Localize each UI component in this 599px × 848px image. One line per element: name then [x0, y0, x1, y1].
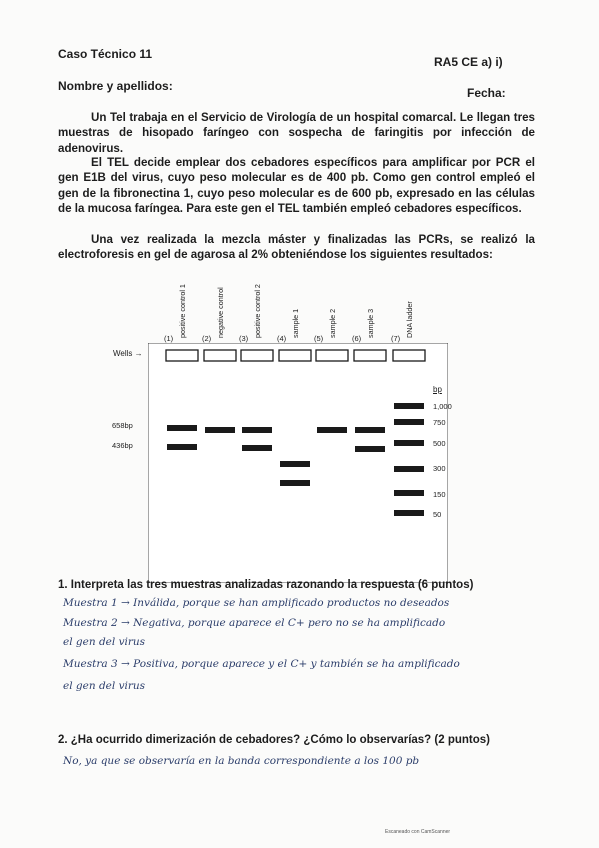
bp-unit-label: bp [433, 385, 442, 394]
answer-1-line-1: Muestra 1 → Inválida, porque se han amplificado productos no deseados [63, 597, 450, 609]
lane-name-3: positive control 2 [253, 284, 262, 338]
gel-well-1 [166, 350, 198, 361]
ladder-label-3: 500 [433, 439, 446, 448]
intro-paragraph: Un Tel trabaja en el Servicio de Virología de un hospital comarcal. Le llegan tres muestras de hisopado faríngeo con sospecha de faringitis por infección de adenovirus. [58, 111, 535, 155]
marker-658bp: 658bp [112, 421, 133, 430]
lane-number-1: (1) [164, 334, 174, 343]
name-label: Nombre y apellidos: [58, 79, 173, 93]
gel-well-5 [316, 350, 348, 361]
lane-name-6: sample 3 [366, 308, 375, 338]
gel-band-lane-4-5 [280, 461, 310, 467]
question-1: 1. Interpreta las tres muestras analizadas razonando la respuesta (6 puntos) [58, 579, 474, 591]
answer-1-line-2: Muestra 2 → Negativa, porque aparece el C+ pero no se ha amplificado [63, 617, 446, 629]
lane-number-4: (4) [277, 334, 287, 343]
ladder-label-4: 300 [433, 464, 446, 473]
wells-label [113, 349, 143, 358]
gel-band-lane-1-0 [167, 425, 197, 431]
lane-number-3: (3) [239, 334, 249, 343]
date-label: Fecha: [467, 86, 506, 100]
gel-band-lane-4-6 [280, 480, 310, 486]
gel-band-lane-3-4 [242, 445, 272, 451]
answer-1-line-5: el gen del virus [63, 680, 146, 692]
answer-2: No, ya que se observaría en la banda correspondiente a los 100 pb [63, 755, 420, 767]
gel-band-lane-7-11 [394, 419, 424, 425]
gel-well-6 [354, 350, 386, 361]
ladder-label-5: 150 [433, 490, 446, 499]
lane-number-5: (5) [314, 334, 324, 343]
gel-band-lane-1-1 [167, 444, 197, 450]
gel-well-3 [241, 350, 273, 361]
gel-band-lane-7-14 [394, 490, 424, 496]
lane-name-1: positive control 1 [178, 284, 187, 338]
lane-number-7: (7) [391, 334, 401, 343]
answer-1-line-3: el gen del virus [63, 636, 146, 648]
results-paragraph: Una vez realizada la mezcla máster y finalizadas las PCRs, se realizó la electroforesis en gel de agarosa al 2% obteniéndose los siguientes resultados: [58, 233, 535, 262]
gel-well-7 [393, 350, 425, 361]
lane-name-2: negative control [216, 287, 225, 338]
answer-1-line-4: Muestra 3 → Positiva, porque aparece y el C+ y también se ha amplificado [63, 658, 460, 670]
method-paragraph: El TEL decide emplear dos cebadores específicos para amplificar por PCR el gen E1B del virus, cuyo peso molecular es de 400 pb. Como gen control empleó el gen de la fibronectina 1, cuyo peso molecular es de 600 pb, expresado en las células de la mucosa faríngea. Para este gen el TEL también empleó cebadores específicos. [58, 156, 535, 216]
gel-band-lane-3-3 [242, 427, 272, 433]
lane-name-5: sample 2 [328, 308, 337, 338]
marker-436bp: 436bp [112, 441, 133, 450]
lane-number-2: (2) [202, 334, 212, 343]
lane-name-7: DNA ladder [405, 301, 414, 338]
lane-name-4: sample 1 [291, 308, 300, 338]
gel-band-lane-7-15 [394, 510, 424, 516]
gel-electrophoresis-diagram [148, 343, 448, 583]
scanner-footer: Escaneado con CamScanner [385, 829, 451, 835]
gel-band-lane-2-2 [205, 427, 235, 433]
gel-band-lane-7-10 [394, 403, 424, 409]
question-2: 2. ¿Ha ocurrido dimerización de cebadores? ¿Cómo lo observarías? (2 puntos) [58, 734, 490, 746]
arrow-right-icon: → [134, 349, 143, 358]
ladder-label-2: 750 [433, 418, 446, 427]
ladder-label-1: 1,000 [433, 402, 452, 411]
gel-well-4 [279, 350, 311, 361]
gel-band-lane-7-13 [394, 466, 424, 472]
gel-well-2 [204, 350, 236, 361]
lane-number-6: (6) [352, 334, 362, 343]
document-code: RA5 CE a) i) [434, 55, 503, 69]
ladder-label-6: 50 [433, 510, 442, 519]
gel-band-lane-7-12 [394, 440, 424, 446]
gel-band-lane-6-8 [355, 427, 385, 433]
gel-band-lane-5-7 [317, 427, 347, 433]
document-title: Caso Técnico 11 [58, 47, 153, 61]
wells-label-text: Wells [113, 349, 133, 358]
gel-band-lane-6-9 [355, 446, 385, 452]
